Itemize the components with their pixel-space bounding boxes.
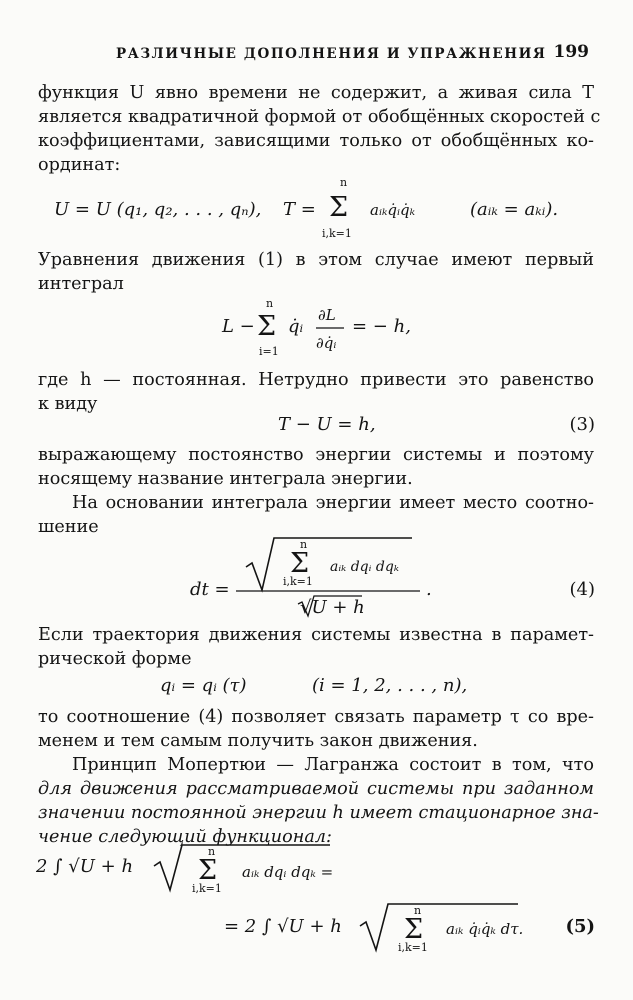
- sum-upper-limit: n: [300, 538, 308, 551]
- formula-L-term: q̇ᵢ: [288, 316, 304, 337]
- sum-lower-limit: i,k=1: [283, 575, 313, 588]
- formula-dt-end: .: [426, 579, 432, 600]
- text-line-6: интеграл: [38, 274, 124, 294]
- formula-potential: U = U (q₁, q₂, . . . , qₙ),: [54, 199, 262, 220]
- sum-lower-limit: i,k=1: [322, 227, 352, 240]
- text-line-8: к виду: [38, 394, 98, 414]
- text-line-1: функция U явно времени не содержит, а живая сила T: [38, 83, 594, 103]
- fraction-numerator: ∂L: [318, 306, 336, 324]
- text-line-11: На основании интеграла энергии имеет место соотно-: [72, 493, 594, 513]
- sum-sign: Σ: [290, 548, 310, 579]
- sum-upper-limit: n: [340, 176, 348, 189]
- text-line-2: является квадратичной формой от обобщённых скоростей с: [38, 107, 601, 127]
- formula-dt-lhs: dt =: [190, 579, 230, 600]
- text-line-17: Принцип Мопертюи — Лагранжа состоит в том, что: [72, 755, 594, 775]
- formula-dt-numerator: aᵢₖ dqᵢ dqₖ: [330, 559, 399, 575]
- formula-T-term: aᵢₖq̇ᵢq̇ₖ: [370, 201, 416, 219]
- equation-number-5: (5): [565, 916, 595, 937]
- radical-sign: [0, 0, 1, 1]
- sum-sign: Σ: [257, 311, 277, 342]
- sum-upper-limit: n: [208, 845, 216, 858]
- text-line-4: ординат:: [38, 155, 121, 175]
- formula-L-rhs: = − h,: [352, 316, 411, 337]
- equation-number-3: (3): [569, 414, 595, 435]
- sum-sign: Σ: [198, 855, 218, 886]
- text-line-10: [38, 468, 594, 491]
- sum-lower-limit: i,k=1: [398, 941, 428, 954]
- text-line-13: Если траектория движения системы известна в парамет-: [38, 625, 594, 645]
- text-line-15: то соотношение (4) позволяет связать параметр τ со вре-: [38, 707, 594, 727]
- formula-parametric: qᵢ = qᵢ (τ): [160, 675, 247, 696]
- sum-upper-limit: n: [414, 904, 422, 917]
- formula-energy: T − U = h,: [278, 414, 376, 435]
- functional-prefix: 2 ∫ √U + h: [36, 856, 134, 877]
- functional-term: aᵢₖ q̇ᵢq̇ₖ dτ.: [446, 920, 524, 938]
- equation-number-4: (4): [569, 579, 595, 600]
- formula-parametric-range: (i = 1, 2, . . . , n),: [312, 675, 468, 696]
- text-line-12: шение: [38, 517, 99, 537]
- running-title: РАЗЛИЧНЫЕ ДОПОЛНЕНИЯ И УПРАЖНЕНИЯ: [116, 46, 547, 62]
- fraction-denominator: ∂q̇ᵢ: [316, 334, 337, 352]
- text-line-9: выражающему постоянство энергии системы и поэтому: [38, 445, 594, 465]
- text-line-16: менем и тем самым получить закон движения.: [38, 731, 478, 751]
- text-line-20: чение следующий функционал:: [38, 827, 332, 847]
- text-line-10-content: носящему название интеграла энергии.: [38, 469, 413, 489]
- text-line-19: значении постоянной энергии h имеет стационарное зна-: [38, 803, 599, 823]
- sum-sign: Σ: [329, 192, 349, 223]
- sum-lower-limit: i=1: [259, 345, 279, 358]
- functional-term: aᵢₖ dqᵢ dqₖ =: [242, 863, 334, 881]
- formula-T-lhs: T =: [283, 199, 316, 220]
- formula-L-lhs: L −: [222, 316, 255, 337]
- text-line-14: рической форме: [38, 649, 192, 669]
- running-header: [38, 42, 595, 68]
- page-number: 199: [553, 42, 589, 62]
- formula-symmetry: (aᵢₖ = aₖᵢ).: [470, 199, 559, 220]
- text-line-7: где h — постоянная. Нетрудно привести это равенство: [38, 370, 594, 390]
- text-line-3: коэффициентами, зависящими только от обобщённых ко-: [38, 131, 594, 151]
- text-line-18: для движения рассматриваемой системы при заданном: [38, 779, 594, 799]
- text-line-5: Уравнения движения (1) в этом случае имеют первый: [38, 250, 594, 270]
- sum-upper-limit: n: [266, 297, 274, 310]
- functional-prefix: = 2 ∫ √U + h: [224, 916, 342, 937]
- sum-sign: Σ: [404, 914, 424, 945]
- formula-dt-denominator: √U + h: [300, 597, 365, 618]
- sum-lower-limit: i,k=1: [192, 882, 222, 895]
